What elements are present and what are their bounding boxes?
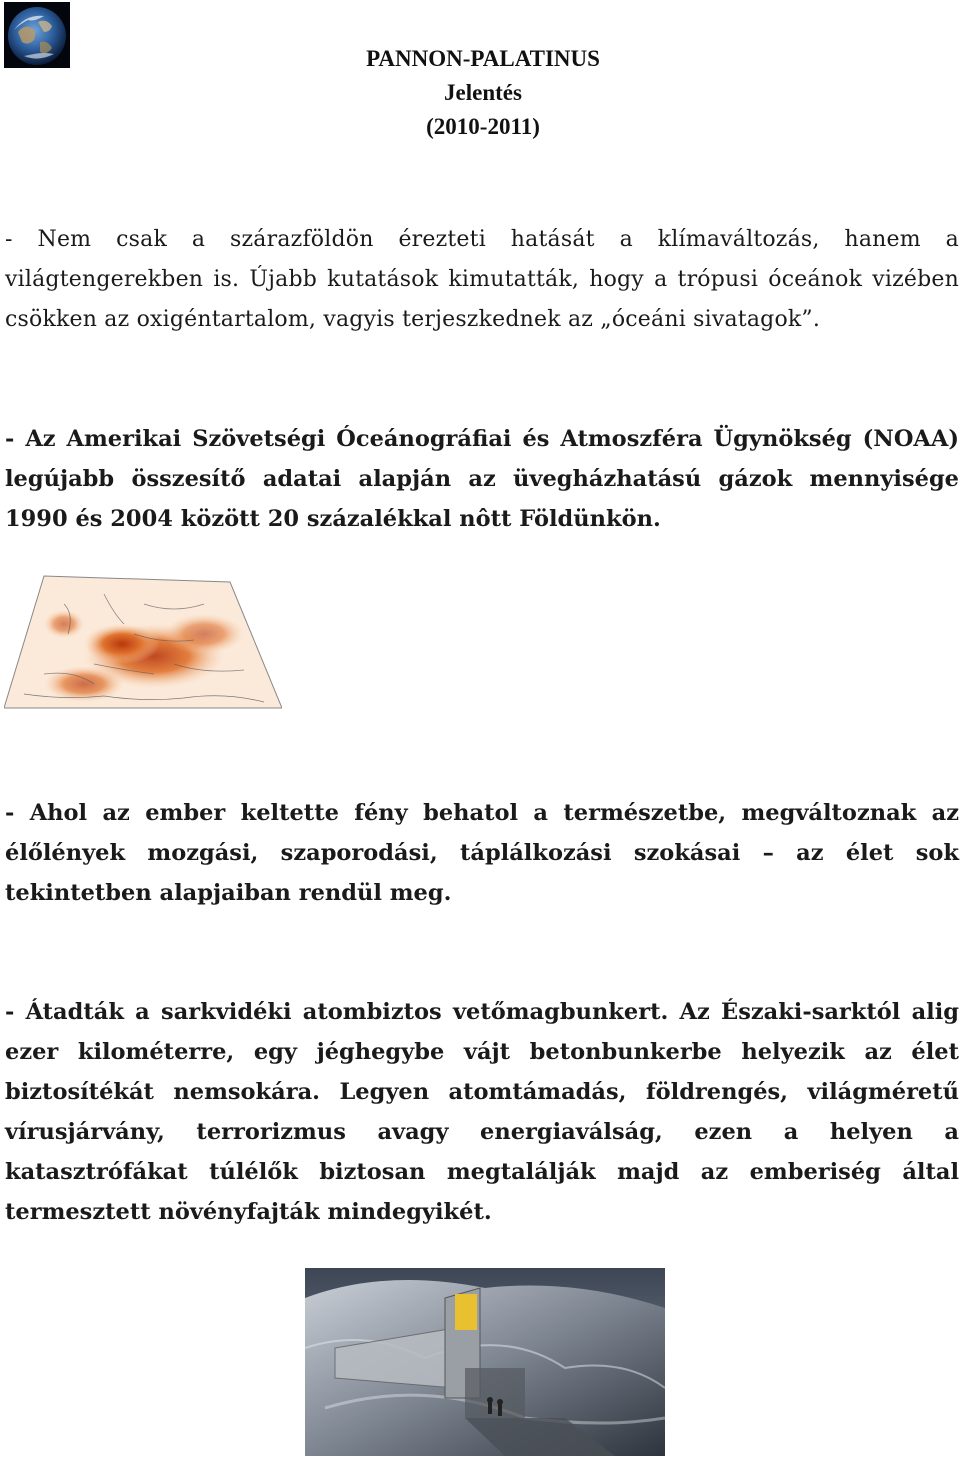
header-years: (2010-2011) (426, 114, 540, 139)
paragraph-ocean-deserts: - Nem csak a szárazföldön érezteti hatását a klímaváltozás, hanem a világtengerekben is. Újabb kutatások kimutatták, hogy a trópusi óceánok vizében csökken az oxigéntartalom, vagyis terjeszkednek az „óceáni sivatagok”. (5, 227, 959, 332)
report-header (0, 42, 960, 144)
europe-map-image (4, 574, 282, 712)
paragraph-noaa-greenhouse: - Az Amerikai Szövetségi Óceánográfiai és Atmoszféra Ügynökség (NOAA) legújabb összesítő adatai alapján az üvegházhatású gázok mennyisége 1990 és 2004 között 20 százalékkal nôtt Földünkön. (5, 426, 959, 532)
header-subtitle: Jelentés (444, 80, 522, 105)
header-title: PANNON-PALATINUS (366, 46, 600, 71)
seed-vault-image (305, 1268, 665, 1456)
paragraph-seed-vault: - Átadták a sarkvidéki atombiztos vetőmagbunkert. Az Északi-sarktól alig ezer kilométerre, egy jéghegybe vájt betonbunkerbe helyezik az élet biztosítékát nemsokára. Legyen atomtámadás, földrengés, világméretű vírusjárvány, terrorizmus avagy energiaválság, ezen a helyen a katasztrófákat túlélők biztosan megtalálják majd az emberiség által termesztett növényfajták mindegyikét. (5, 999, 959, 1225)
paragraph-light-pollution: - Ahol az ember keltette fény behatol a természetbe, megváltoznak az élőlények mozgási, szaporodási, táplálkozási szokásai – az élet sok tekintetben alapjaiban rendül meg. (5, 800, 959, 906)
